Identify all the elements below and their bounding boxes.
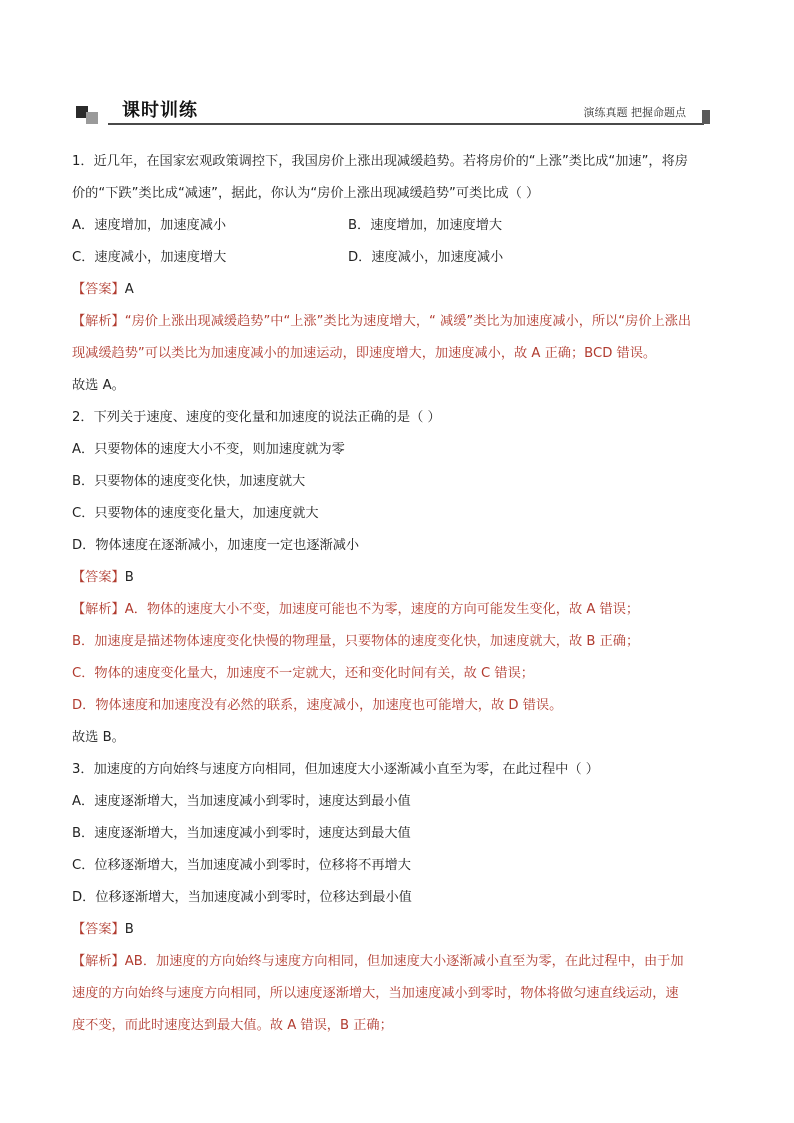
q1-answer — [72, 274, 728, 306]
q3-option-d: D．位移逐渐增大，当加速度减小到零时，位移达到最小值 — [72, 890, 412, 905]
q2-stem: 2．下列关于速度、速度的变化量和加速度的说法正确的是（ ） — [72, 410, 441, 425]
q3-option-b: B．速度逐渐增大，当加速度减小到零时，速度达到最大值 — [72, 826, 411, 841]
q2-option-a: A．只要物体的速度大小不变，则加速度就为零 — [72, 442, 345, 457]
q1-option-d: D．速度减小，加速度减小 — [348, 250, 504, 265]
q3-analysis-tag: 【解析】 — [72, 954, 125, 969]
q3-analysis-line1 — [72, 946, 728, 978]
q3-analysis-text1: AB．加速度的方向始终与速度方向相同，但加速度大小逐渐减小直至为零，在此过程中，由于加 — [124, 954, 684, 969]
q3-option-c: C．位移逐渐增大，当加速度减小到零时，位移将不再增大 — [72, 858, 411, 873]
q3-answer — [72, 914, 728, 946]
q3-stem: 3．加速度的方向始终与速度方向相同，但加速度大小逐渐减小直至为零，在此过程中（ ） — [72, 762, 599, 777]
q1-answer-value: A — [124, 282, 134, 297]
q1-options-row2 — [72, 242, 728, 274]
q2-analysis-line1 — [72, 594, 728, 626]
q3-option-a: A．速度逐渐增大，当加速度减小到零时，速度达到最小值 — [72, 794, 411, 809]
q1-stem-line2: 价的“下跌”类比成“减速”，据此，你认为“房价上涨出现减缓趋势”可类比成（ ） — [72, 186, 540, 201]
q2-option-d: D．物体速度在逐渐减小，加速度一定也逐渐减小 — [72, 538, 360, 553]
q1-analysis-line1 — [72, 306, 728, 338]
q1-analysis-line2: 现减缓趋势”可以类比为加速度减小的加速运动，即速度增大，加速度减小，故 A 正确；BCD 错误。 — [72, 346, 657, 361]
q1-analysis-tag: 【解析】 — [72, 314, 125, 329]
q2-analysis-text1: A．物体的速度大小不变，加速度可能也不为零，速度的方向可能发生变化，故 A 错误； — [124, 602, 640, 617]
q1-answer-tag: 【答案】 — [72, 282, 125, 297]
header-square-gray — [86, 112, 98, 124]
header-divider — [108, 123, 704, 125]
section-title: 课时训练 — [122, 100, 198, 121]
q1-conclusion: 故选 A。 — [72, 378, 125, 393]
q3-analysis-line2: 速度的方向始终与速度方向相同，所以速度逐渐增大，当加速度减小到零时，物体将做匀速直线运动，速 — [72, 986, 679, 1001]
q2-option-c: C．只要物体的速度变化量大，加速度就大 — [72, 506, 319, 521]
q3-answer-tag: 【答案】 — [72, 922, 125, 937]
q3-answer-value: B — [124, 922, 134, 937]
q2-answer-tag: 【答案】 — [72, 570, 125, 585]
q2-option-b: B．只要物体的速度变化快，加速度就大 — [72, 474, 306, 489]
q2-analysis-line3: C．物体的速度变化量大，加速度不一定就大，还和变化时间有关，故 C 错误； — [72, 666, 534, 681]
header-end-mark — [702, 110, 710, 124]
q1-options-row1 — [72, 210, 728, 242]
q2-analysis-tag: 【解析】 — [72, 602, 125, 617]
q1-option-a: A．速度增加，加速度减小 — [72, 218, 227, 233]
q1-stem-line1: 1．近几年，在国家宏观政策调控下，我国房价上涨出现减缓趋势。若将房价的“上涨”类比成“加速”，将房 — [72, 154, 688, 169]
q1-option-b: B．速度增加，加速度增大 — [348, 218, 503, 233]
q2-conclusion: 故选 B。 — [72, 730, 125, 745]
section-header — [76, 100, 710, 126]
q2-answer — [72, 562, 728, 594]
q3-analysis-line3: 度不变，而此时速度达到最大值。故 A 错误，B 正确； — [72, 1018, 393, 1033]
q2-answer-value: B — [124, 570, 134, 585]
section-subtitle: 演练真题 把握命题点 — [583, 106, 686, 119]
q1-option-c: C．速度减小，加速度增大 — [72, 250, 227, 265]
q2-analysis-line4: D．物体速度和加速度没有必然的联系，速度减小，加速度也可能增大，故 D 错误。 — [72, 698, 563, 713]
exercise-content — [72, 146, 728, 1042]
q2-analysis-line2: B．加速度是描述物体速度变化快慢的物理量，只要物体的速度变化快，加速度就大，故 B 正确； — [72, 634, 640, 649]
q1-analysis-text1: “房价上涨出现减缓趋势”中“上涨”类比为速度增大，“ 减缓”类比为加速度减小，所以“房价上涨出 — [124, 314, 692, 329]
